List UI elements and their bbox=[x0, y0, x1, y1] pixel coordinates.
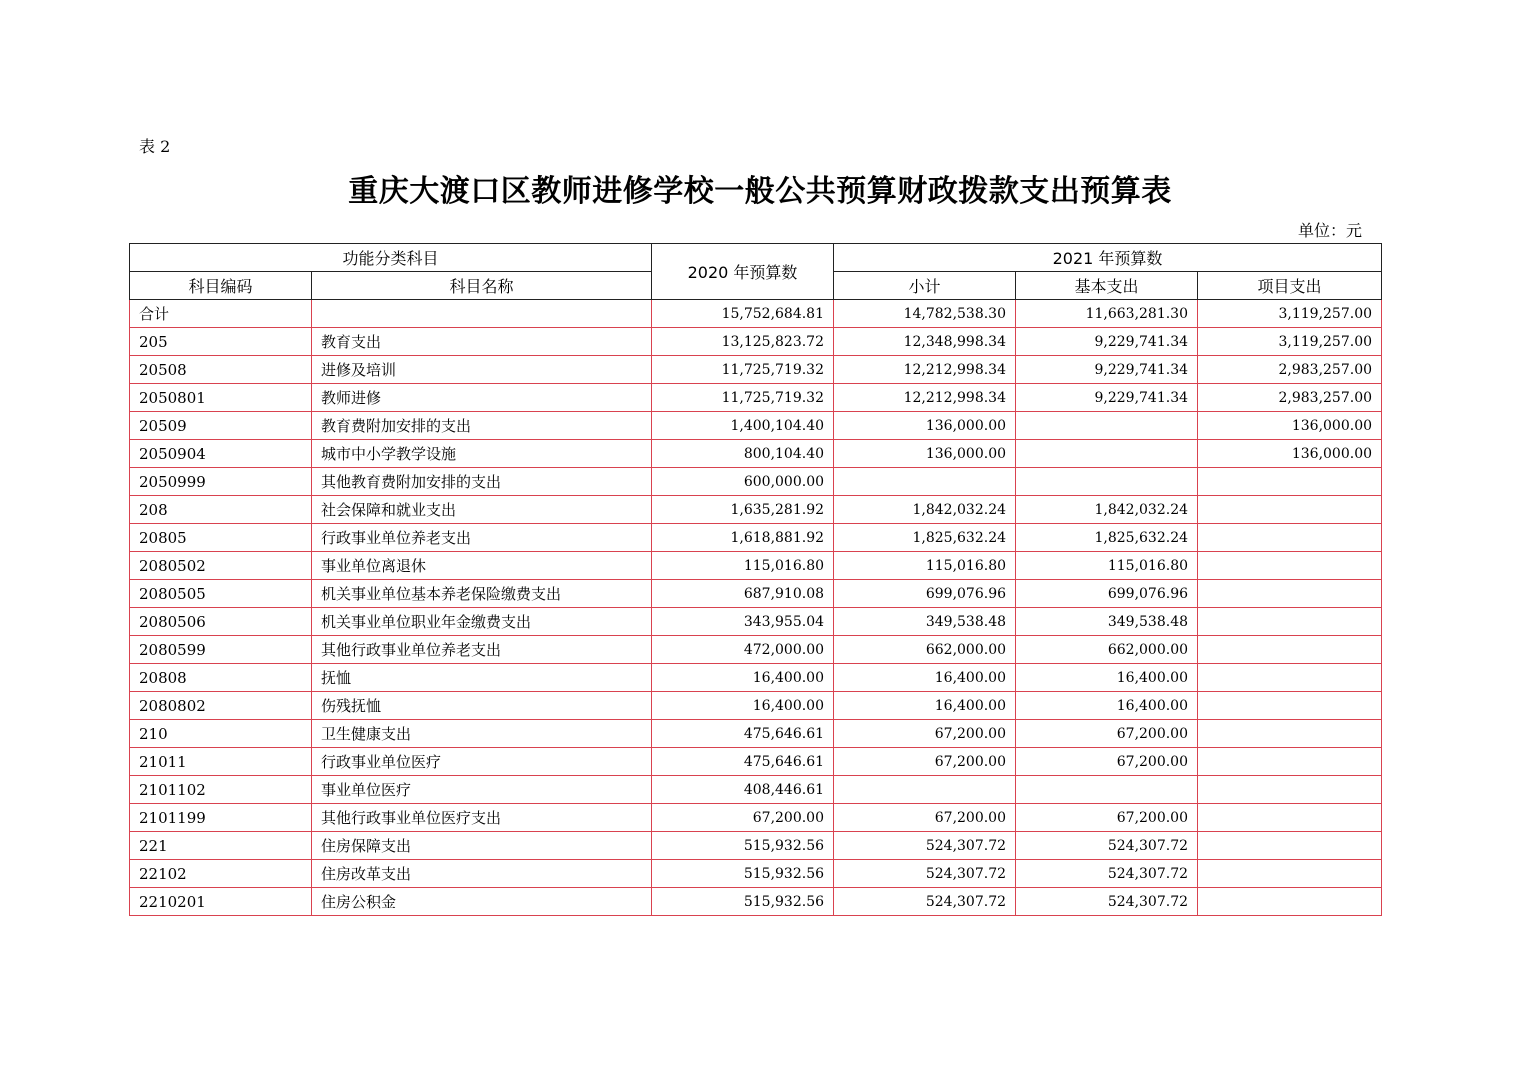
cell-subtotal: 67,200.00 bbox=[834, 720, 1016, 748]
page-title: 重庆大渡口区教师进修学校一般公共预算财政拨款支出预算表 bbox=[348, 174, 1172, 209]
cell-name: 进修及培训 bbox=[312, 356, 652, 384]
cell-project: 3,119,257.00 bbox=[1198, 328, 1382, 356]
cell-subtotal: 12,212,998.34 bbox=[834, 384, 1016, 412]
cell-code: 20509 bbox=[130, 412, 312, 440]
cell-name: 其他教育费附加安排的支出 bbox=[312, 468, 652, 496]
cell-code: 22102 bbox=[130, 860, 312, 888]
cell-code: 20808 bbox=[130, 664, 312, 692]
cell-basic: 67,200.00 bbox=[1016, 748, 1198, 776]
cell-2020-budget: 515,932.56 bbox=[652, 860, 834, 888]
cell-2020-budget: 475,646.61 bbox=[652, 748, 834, 776]
cell-name: 其他行政事业单位医疗支出 bbox=[312, 804, 652, 832]
cell-project bbox=[1198, 720, 1382, 748]
cell-subtotal: 349,538.48 bbox=[834, 608, 1016, 636]
cell-name: 事业单位医疗 bbox=[312, 776, 652, 804]
cell-project bbox=[1198, 860, 1382, 888]
header-name: 科目名称 bbox=[312, 272, 652, 300]
cell-name: 住房改革支出 bbox=[312, 860, 652, 888]
cell-name: 抚恤 bbox=[312, 664, 652, 692]
cell-name: 事业单位离退休 bbox=[312, 552, 652, 580]
table-row bbox=[130, 720, 1382, 748]
cell-subtotal: 67,200.00 bbox=[834, 748, 1016, 776]
header-basic: 基本支出 bbox=[1016, 272, 1198, 300]
cell-name: 机关事业单位基本养老保险缴费支出 bbox=[312, 580, 652, 608]
cell-basic: 67,200.00 bbox=[1016, 804, 1198, 832]
cell-basic: 524,307.72 bbox=[1016, 888, 1198, 916]
table-row bbox=[130, 832, 1382, 860]
cell-2020-budget: 15,752,684.81 bbox=[652, 300, 834, 328]
cell-project bbox=[1198, 496, 1382, 524]
cell-code: 2080506 bbox=[130, 608, 312, 636]
cell-basic: 67,200.00 bbox=[1016, 720, 1198, 748]
cell-project: 136,000.00 bbox=[1198, 440, 1382, 468]
cell-project bbox=[1198, 692, 1382, 720]
cell-basic: 699,076.96 bbox=[1016, 580, 1198, 608]
cell-2020-budget: 687,910.08 bbox=[652, 580, 834, 608]
cell-project: 2,983,257.00 bbox=[1198, 356, 1382, 384]
table-row bbox=[130, 468, 1382, 496]
cell-2020-budget: 343,955.04 bbox=[652, 608, 834, 636]
table-row bbox=[130, 860, 1382, 888]
cell-name: 机关事业单位职业年金缴费支出 bbox=[312, 608, 652, 636]
cell-name: 卫生健康支出 bbox=[312, 720, 652, 748]
table-row bbox=[130, 524, 1382, 552]
table-header bbox=[130, 244, 1382, 300]
cell-project bbox=[1198, 552, 1382, 580]
cell-code: 21011 bbox=[130, 748, 312, 776]
cell-2020-budget: 11,725,719.32 bbox=[652, 384, 834, 412]
header-2021-group: 2021 年预算数 bbox=[834, 244, 1382, 272]
cell-project: 2,983,257.00 bbox=[1198, 384, 1382, 412]
cell-2020-budget: 475,646.61 bbox=[652, 720, 834, 748]
table-row bbox=[130, 580, 1382, 608]
cell-project: 3,119,257.00 bbox=[1198, 300, 1382, 328]
cell-name: 住房保障支出 bbox=[312, 832, 652, 860]
cell-basic bbox=[1016, 468, 1198, 496]
table-row bbox=[130, 692, 1382, 720]
cell-code: 2080505 bbox=[130, 580, 312, 608]
cell-subtotal: 12,348,998.34 bbox=[834, 328, 1016, 356]
cell-code: 20805 bbox=[130, 524, 312, 552]
cell-basic: 9,229,741.34 bbox=[1016, 384, 1198, 412]
cell-project bbox=[1198, 468, 1382, 496]
table-row bbox=[130, 300, 1382, 328]
cell-code: 2050801 bbox=[130, 384, 312, 412]
cell-subtotal bbox=[834, 776, 1016, 804]
cell-code: 205 bbox=[130, 328, 312, 356]
cell-code: 合计 bbox=[130, 300, 312, 328]
cell-project bbox=[1198, 804, 1382, 832]
cell-name: 行政事业单位养老支出 bbox=[312, 524, 652, 552]
cell-code: 210 bbox=[130, 720, 312, 748]
cell-subtotal: 67,200.00 bbox=[834, 804, 1016, 832]
cell-subtotal: 524,307.72 bbox=[834, 888, 1016, 916]
table-label: 表 2 bbox=[139, 137, 171, 156]
cell-subtotal: 662,000.00 bbox=[834, 636, 1016, 664]
cell-subtotal: 136,000.00 bbox=[834, 440, 1016, 468]
cell-project bbox=[1198, 664, 1382, 692]
cell-name: 城市中小学教学设施 bbox=[312, 440, 652, 468]
budget-table bbox=[129, 243, 1382, 916]
cell-project bbox=[1198, 748, 1382, 776]
cell-2020-budget: 115,016.80 bbox=[652, 552, 834, 580]
cell-basic: 16,400.00 bbox=[1016, 664, 1198, 692]
cell-basic: 1,842,032.24 bbox=[1016, 496, 1198, 524]
cell-project bbox=[1198, 888, 1382, 916]
cell-basic: 524,307.72 bbox=[1016, 832, 1198, 860]
cell-subtotal: 699,076.96 bbox=[834, 580, 1016, 608]
cell-basic bbox=[1016, 412, 1198, 440]
cell-2020-budget: 472,000.00 bbox=[652, 636, 834, 664]
cell-name: 住房公积金 bbox=[312, 888, 652, 916]
header-code: 科目编码 bbox=[130, 272, 312, 300]
cell-subtotal: 524,307.72 bbox=[834, 832, 1016, 860]
cell-subtotal bbox=[834, 468, 1016, 496]
cell-2020-budget: 408,446.61 bbox=[652, 776, 834, 804]
header-project: 项目支出 bbox=[1198, 272, 1382, 300]
cell-name: 教育费附加安排的支出 bbox=[312, 412, 652, 440]
header-function-group: 功能分类科目 bbox=[130, 244, 652, 272]
cell-subtotal: 1,825,632.24 bbox=[834, 524, 1016, 552]
table-row bbox=[130, 888, 1382, 916]
cell-basic: 349,538.48 bbox=[1016, 608, 1198, 636]
table-row bbox=[130, 608, 1382, 636]
cell-subtotal: 136,000.00 bbox=[834, 412, 1016, 440]
cell-basic bbox=[1016, 776, 1198, 804]
cell-2020-budget: 800,104.40 bbox=[652, 440, 834, 468]
cell-project: 136,000.00 bbox=[1198, 412, 1382, 440]
cell-2020-budget: 1,400,104.40 bbox=[652, 412, 834, 440]
cell-basic: 1,825,632.24 bbox=[1016, 524, 1198, 552]
table-row bbox=[130, 328, 1382, 356]
cell-name bbox=[312, 300, 652, 328]
header-subtotal: 小计 bbox=[834, 272, 1016, 300]
cell-basic bbox=[1016, 440, 1198, 468]
cell-basic: 662,000.00 bbox=[1016, 636, 1198, 664]
cell-basic: 9,229,741.34 bbox=[1016, 356, 1198, 384]
cell-2020-budget: 16,400.00 bbox=[652, 692, 834, 720]
table-row bbox=[130, 496, 1382, 524]
cell-project bbox=[1198, 524, 1382, 552]
table-row bbox=[130, 412, 1382, 440]
cell-2020-budget: 67,200.00 bbox=[652, 804, 834, 832]
table-row bbox=[130, 748, 1382, 776]
header-2020-budget: 2020 年预算数 bbox=[652, 244, 834, 300]
table-row bbox=[130, 776, 1382, 804]
table-row bbox=[130, 636, 1382, 664]
cell-code: 2050999 bbox=[130, 468, 312, 496]
cell-basic: 115,016.80 bbox=[1016, 552, 1198, 580]
cell-basic: 16,400.00 bbox=[1016, 692, 1198, 720]
cell-subtotal: 14,782,538.30 bbox=[834, 300, 1016, 328]
header-row-group bbox=[130, 244, 1382, 272]
cell-subtotal: 524,307.72 bbox=[834, 860, 1016, 888]
cell-basic: 9,229,741.34 bbox=[1016, 328, 1198, 356]
cell-subtotal: 115,016.80 bbox=[834, 552, 1016, 580]
cell-code: 2101102 bbox=[130, 776, 312, 804]
cell-code: 2210201 bbox=[130, 888, 312, 916]
cell-2020-budget: 16,400.00 bbox=[652, 664, 834, 692]
cell-code: 2080802 bbox=[130, 692, 312, 720]
table-row bbox=[130, 440, 1382, 468]
cell-code: 20508 bbox=[130, 356, 312, 384]
cell-2020-budget: 13,125,823.72 bbox=[652, 328, 834, 356]
cell-2020-budget: 11,725,719.32 bbox=[652, 356, 834, 384]
cell-2020-budget: 600,000.00 bbox=[652, 468, 834, 496]
cell-project bbox=[1198, 776, 1382, 804]
cell-name: 教师进修 bbox=[312, 384, 652, 412]
cell-code: 2080502 bbox=[130, 552, 312, 580]
table-row bbox=[130, 552, 1382, 580]
cell-code: 208 bbox=[130, 496, 312, 524]
table-row bbox=[130, 804, 1382, 832]
cell-name: 其他行政事业单位养老支出 bbox=[312, 636, 652, 664]
cell-subtotal: 16,400.00 bbox=[834, 664, 1016, 692]
cell-code: 2101199 bbox=[130, 804, 312, 832]
cell-project bbox=[1198, 608, 1382, 636]
cell-2020-budget: 515,932.56 bbox=[652, 888, 834, 916]
cell-subtotal: 12,212,998.34 bbox=[834, 356, 1016, 384]
table-body bbox=[130, 300, 1382, 916]
table-row bbox=[130, 384, 1382, 412]
cell-2020-budget: 515,932.56 bbox=[652, 832, 834, 860]
unit-label: 单位：元 bbox=[1298, 221, 1363, 240]
cell-2020-budget: 1,635,281.92 bbox=[652, 496, 834, 524]
cell-code: 2050904 bbox=[130, 440, 312, 468]
cell-code: 221 bbox=[130, 832, 312, 860]
cell-project bbox=[1198, 832, 1382, 860]
cell-name: 伤残抚恤 bbox=[312, 692, 652, 720]
cell-basic: 524,307.72 bbox=[1016, 860, 1198, 888]
cell-subtotal: 16,400.00 bbox=[834, 692, 1016, 720]
cell-basic: 11,663,281.30 bbox=[1016, 300, 1198, 328]
cell-name: 社会保障和就业支出 bbox=[312, 496, 652, 524]
cell-name: 行政事业单位医疗 bbox=[312, 748, 652, 776]
cell-project bbox=[1198, 636, 1382, 664]
cell-2020-budget: 1,618,881.92 bbox=[652, 524, 834, 552]
table-row bbox=[130, 356, 1382, 384]
cell-code: 2080599 bbox=[130, 636, 312, 664]
cell-project bbox=[1198, 580, 1382, 608]
cell-name: 教育支出 bbox=[312, 328, 652, 356]
table-row bbox=[130, 664, 1382, 692]
cell-subtotal: 1,842,032.24 bbox=[834, 496, 1016, 524]
